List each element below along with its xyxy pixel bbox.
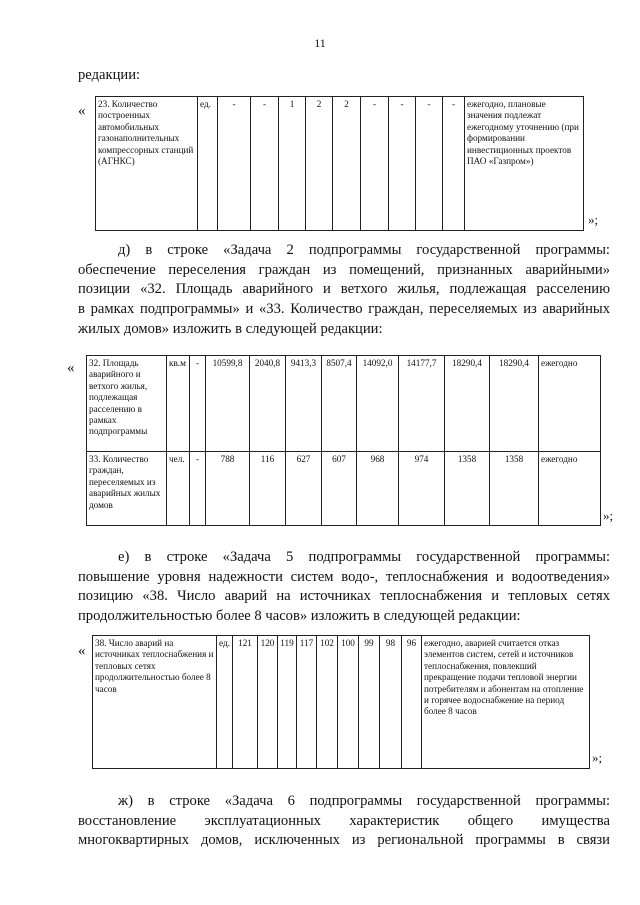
close-quote-table1: »; — [588, 212, 599, 227]
value-cell: 9413,3 — [286, 356, 322, 452]
close-quote-table3: »; — [592, 750, 603, 765]
value-cell: 96 — [402, 636, 422, 769]
paragraph-d-line: позиции «32. Площадь аварийного и ветхого жилья, подлежащая расселению — [78, 281, 610, 298]
value-cell: - — [218, 97, 251, 231]
indicator-name: 38. Число аварий на источниках теплоснабжения и тепловых сетях продолжительностью более 8 часов — [93, 636, 217, 769]
value-cell: 1358 — [445, 452, 490, 526]
unit-cell: ед. — [217, 636, 233, 769]
paragraph-zh-line: многоквартирных домов, исключенных из региональной программы в связи — [78, 832, 610, 849]
value-cell: 14092,0 — [357, 356, 399, 452]
open-quote-table2: « — [67, 360, 75, 376]
value-cell: 1358 — [490, 452, 539, 526]
close-quote-table2: »; — [603, 508, 614, 523]
value-cell: 968 — [357, 452, 399, 526]
unit-cell: кв.м — [167, 356, 190, 452]
value-cell: 2040,8 — [250, 356, 286, 452]
value-cell: 788 — [206, 452, 250, 526]
value-cell: - — [251, 97, 279, 231]
value-cell: 99 — [359, 636, 380, 769]
value-cell: 14177,7 — [399, 356, 445, 452]
note-cell: ежегодно — [539, 356, 601, 452]
value-cell: 607 — [322, 452, 357, 526]
paragraph-d — [78, 241, 610, 340]
table-32-33 — [86, 355, 601, 526]
intro-text: редакции: — [78, 67, 141, 83]
value-cell: - — [361, 97, 389, 231]
paragraph-d-line: д) в строке «Задача 2 подпрограммы государственной программы: — [118, 242, 610, 258]
paragraph-e-line: повышение уровня надежности систем водо-, теплоснабжения и водоотведения» — [78, 568, 610, 585]
note-cell: ежегодно, плановые значения подлежат ежегодному уточнению (при формировании инвестиционных проектов ПАО «Газпром») — [465, 97, 584, 231]
table-38 — [92, 635, 590, 769]
paragraph-d-line: жилых домов» изложить в следующей редакции: — [78, 320, 383, 337]
value-cell: - — [190, 452, 206, 526]
value-cell: 117 — [297, 636, 317, 769]
table-row — [87, 356, 601, 452]
paragraph-d-line: обеспечение переселения граждан из помещений, признанных аварийными» — [78, 261, 610, 278]
paragraph-zh — [78, 792, 610, 851]
value-cell: 120 — [258, 636, 278, 769]
paragraph-e — [78, 548, 610, 627]
value-cell: - — [389, 97, 416, 231]
paragraph-e-line: е) в строке «Задача 5 подпрограммы государственной программы: — [118, 549, 610, 565]
value-cell: 974 — [399, 452, 445, 526]
indicator-name: 23. Количество построенных автомобильных газонаполнительных компрессорных станций (АГНКС) — [96, 97, 198, 231]
value-cell: 10599,8 — [206, 356, 250, 452]
value-cell: - — [443, 97, 465, 231]
paragraph-zh-line: восстановление эксплуатационных характеристик общего имущества — [78, 812, 610, 829]
value-cell: 18290,4 — [445, 356, 490, 452]
note-cell: ежегодно, аварией считается отказ элементов систем, сетей и источников теплоснабжения, повлекший прекращение подачи тепловой энергии потребителям и абонентам на отопление и горячее водоснабжение на период более 8 часов — [422, 636, 590, 769]
value-cell: 100 — [338, 636, 359, 769]
value-cell: 2 — [333, 97, 361, 231]
paragraph-e-line: продолжительностью более 8 часов» изложить в следующей редакции: — [78, 608, 521, 625]
value-cell: - — [416, 97, 443, 231]
value-cell: 1 — [279, 97, 306, 231]
value-cell: 18290,4 — [490, 356, 539, 452]
indicator-name: 32. Площадь аварийного и ветхого жилья, подлежащая расселению в рамках подпрограммы — [87, 356, 167, 452]
value-cell: 2 — [306, 97, 333, 231]
table-row — [96, 97, 584, 231]
value-cell: 116 — [250, 452, 286, 526]
value-cell: 102 — [317, 636, 338, 769]
table-23 — [95, 96, 584, 231]
indicator-name: 33. Количество граждан, переселяемых из аварийных жилых домов — [87, 452, 167, 526]
open-quote-table3: « — [78, 643, 86, 659]
paragraph-zh-line: ж) в строке «Задача 6 подпрограммы государственной программы: — [118, 793, 610, 809]
note-cell: ежегодно — [539, 452, 601, 526]
unit-cell: ед. — [198, 97, 218, 231]
unit-cell: чел. — [167, 452, 190, 526]
paragraph-e-line: позицию «38. Число аварий на источниках теплоснабжения и тепловых сетях — [78, 588, 610, 605]
paragraph-d-line: в рамках подпрограммы» и «33. Количество граждан, переселяемых из аварийных — [78, 301, 610, 318]
value-cell: - — [190, 356, 206, 452]
table-row — [87, 452, 601, 526]
page-number: 11 — [314, 36, 326, 50]
value-cell: 627 — [286, 452, 322, 526]
open-quote-table1: « — [78, 103, 86, 119]
value-cell: 121 — [233, 636, 258, 769]
table-row — [93, 636, 590, 769]
value-cell: 8507,4 — [322, 356, 357, 452]
value-cell: 98 — [380, 636, 402, 769]
value-cell: 119 — [278, 636, 297, 769]
